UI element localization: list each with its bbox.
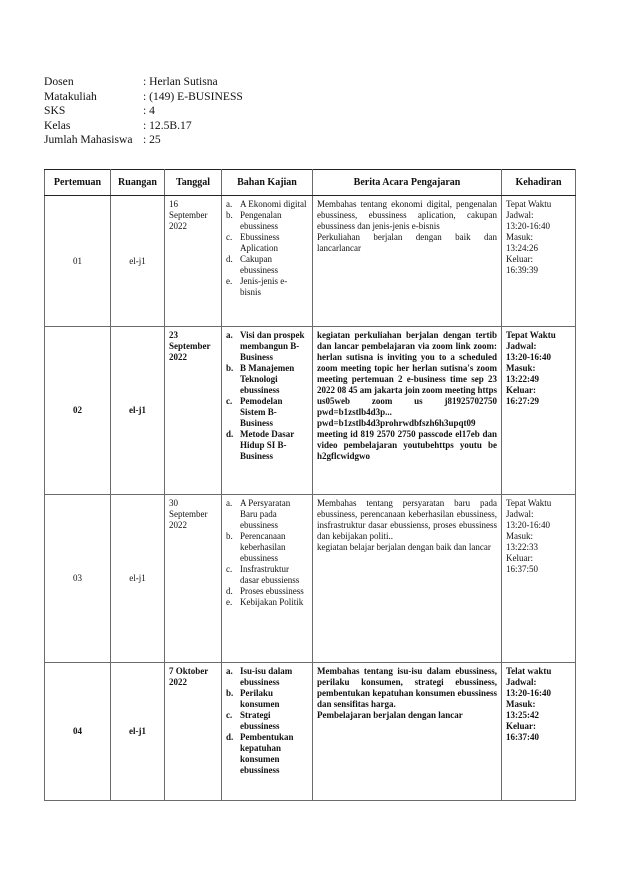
- kehadiran-line: Jadwal:: [506, 509, 534, 519]
- header-kehadiran: Kehadiran: [502, 170, 576, 196]
- bahan-kajian-cell: [222, 663, 313, 801]
- table-row: [45, 663, 576, 801]
- sks-row: [44, 104, 243, 119]
- ruangan-cell: el-j1: [111, 327, 165, 495]
- bahan-item: a. Isu-isu dalam ebussiness: [226, 666, 293, 687]
- header-berita-acara: Berita Acara Pengajaran: [313, 170, 502, 196]
- pertemuan-cell: 04: [45, 663, 111, 801]
- kehadiran-cell: [502, 663, 576, 801]
- bahan-item: d. Cakupan ebussiness: [226, 254, 278, 275]
- bahan-item: c. Ebussiness Aplication: [226, 232, 280, 253]
- tanggal-line: 16: [169, 199, 178, 209]
- berita-paragraph: Pembelajaran berjalan dengan lancar: [317, 710, 463, 720]
- dosen-value: : Herlan Sutisna: [143, 75, 218, 88]
- berita-paragraph: Perkuliahan berjalan dengan baik dan lancarlancar: [317, 232, 497, 253]
- bahan-item: b. Perilaku konsumen: [226, 688, 280, 709]
- kehadiran-line: Keluar:: [506, 721, 536, 731]
- kehadiran-line: Jadwal:: [506, 677, 537, 687]
- kehadiran-line: Masuk:: [506, 699, 536, 709]
- kehadiran-status: Tepat Waktu: [506, 330, 556, 340]
- bahan-item: c. Pemodelan Sistem B-Business: [226, 396, 283, 428]
- bahan-item: b. B Manajemen Teknologi ebussiness: [226, 363, 295, 395]
- matakuliah-value: : (149) E-BUSINESS: [143, 89, 243, 103]
- tanggal-cell: [165, 196, 222, 327]
- bahan-item: d. Pembentukan kepatuhan konsumen ebussiness: [226, 732, 294, 775]
- berita-paragraph: Membahas tentang ekonomi digital, pengenalan ebussiness, ebussiness aplication, cakupan ebussiness dan jenis-jenis e-bisnis: [317, 199, 497, 231]
- tanggal-line: 7 Oktober: [169, 666, 209, 676]
- tanggal-line: September: [169, 509, 208, 519]
- matakuliah-row: [44, 90, 243, 105]
- bahan-item: b. Perencanaan keberhasilan ebussiness: [226, 531, 286, 563]
- kelas-label: Kelas: [44, 118, 71, 132]
- tanggal-line: 23: [169, 330, 178, 340]
- jumlah-label: Jumlah Mahasiswa: [44, 133, 133, 147]
- header-tanggal: Tanggal: [165, 170, 222, 196]
- tanggal-line: 30: [169, 498, 178, 508]
- kehadiran-line: 13:24:26: [506, 243, 539, 253]
- kehadiran-line: Keluar:: [506, 254, 533, 264]
- sks-value: : 4: [143, 104, 155, 118]
- bahan-list: [226, 199, 308, 298]
- kehadiran-line: 13:20-16:40: [506, 520, 550, 530]
- bahan-item: a. Visi dan prospek membangun B-Business: [226, 330, 305, 362]
- kehadiran-line: Keluar:: [506, 385, 536, 395]
- tanggal-line: September: [169, 210, 208, 220]
- bahan-item: e. Kebijakan Politik: [226, 597, 304, 607]
- kehadiran-line: 13:22:49: [506, 374, 539, 384]
- berita-acara-table: [44, 169, 576, 801]
- bahan-item: e. Jenis-jenis e-bisnis: [226, 276, 288, 297]
- kelas-row: [44, 119, 243, 134]
- berita-acara-cell: [313, 495, 502, 663]
- jumlah-value: : 25: [143, 133, 161, 147]
- tanggal-line: 2022: [169, 352, 187, 362]
- kehadiran-line: 16:37:40: [506, 732, 539, 742]
- bahan-list: [226, 498, 308, 608]
- bahan-kajian-cell: [222, 327, 313, 495]
- ruangan-cell: el-j1: [111, 663, 165, 801]
- tanggal-line: 2022: [169, 221, 187, 231]
- header-bahan-kajian: Bahan Kajian: [222, 170, 313, 196]
- kehadiran-line: 13:20-16:40: [506, 688, 551, 698]
- kehadiran-line: 16:37:50: [506, 564, 539, 574]
- pertemuan-cell: 01: [45, 196, 111, 327]
- jumlah-row: [44, 133, 243, 148]
- bahan-item: b. Pengenalan ebussiness: [226, 210, 282, 231]
- header-pertemuan: Pertemuan: [45, 170, 111, 196]
- bahan-list: [226, 330, 308, 462]
- ruangan-cell: el-j1: [111, 196, 165, 327]
- berita-paragraph: Membahas tentang isu-isu dalam ebussiness, perilaku konsumen, strategi ebussiness, pembentukan kepatuhan konsumen ebussiness dan sensifitas harga.: [317, 666, 497, 709]
- berita-acara-cell: [313, 327, 502, 495]
- kehadiran-cell: [502, 495, 576, 663]
- kehadiran-line: 16:39:39: [506, 265, 539, 275]
- berita-acara-cell: [313, 196, 502, 327]
- tanggal-cell: [165, 663, 222, 801]
- kehadiran-status: Telat waktu: [506, 666, 552, 676]
- matakuliah-label: Matakuliah: [44, 89, 97, 103]
- berita-paragraph: kegiatan perkuliahan berjalan dengan tertib dan lancar pembelajaran via zoom link zoom: herlan sutisna is inviting you to a scheduled zoom meeting topic her herlan sutisna's zoom meeting pertemuan 2 e-business time sep 23 2022 08 45 am jakarta join zoom meeting https us05web zoom us j81925702750 pwd=b1zstlb4d3p...: [317, 330, 497, 417]
- header-ruangan: Ruangan: [111, 170, 165, 196]
- tanggal-line: 2022: [169, 520, 187, 530]
- kehadiran-line: Jadwal:: [506, 210, 534, 220]
- kehadiran-line: Masuk:: [506, 363, 536, 373]
- kehadiran-line: 16:27:29: [506, 396, 539, 406]
- bahan-item: c. Insfrastruktur dasar ebussienss: [226, 564, 300, 585]
- kehadiran-cell: [502, 327, 576, 495]
- bahan-item: c. Strategi ebussiness: [226, 710, 280, 731]
- ruangan-cell: el-j1: [111, 495, 165, 663]
- bahan-list: [226, 666, 308, 776]
- kehadiran-line: Masuk:: [506, 531, 533, 541]
- kehadiran-line: 13:20-16:40: [506, 221, 550, 231]
- dosen-label: Dosen: [44, 75, 74, 88]
- table-row: [45, 196, 576, 327]
- bahan-item: a. A Ekonomi digital: [226, 199, 307, 209]
- kehadiran-status: Tepat Waktu: [506, 199, 552, 209]
- kelas-value: : 12.5B.17: [143, 118, 192, 132]
- sks-label: SKS: [44, 104, 66, 118]
- kehadiran-line: 13:25:42: [506, 710, 539, 720]
- table-header-row: [45, 170, 576, 196]
- kehadiran-cell: [502, 196, 576, 327]
- kehadiran-line: 13:22:33: [506, 542, 539, 552]
- kehadiran-line: 13:20-16:40: [506, 352, 551, 362]
- kehadiran-line: Keluar:: [506, 553, 533, 563]
- kehadiran-line: Jadwal:: [506, 341, 537, 351]
- tanggal-cell: [165, 327, 222, 495]
- pertemuan-cell: 03: [45, 495, 111, 663]
- bahan-item: d. Metode Dasar Hidup SI B-Business: [226, 429, 295, 461]
- bahan-item: a. A Persyaratan Baru pada ebussiness: [226, 498, 291, 530]
- berita-paragraph: pwd=b1zstlb4d3prohrwdbfszh6h3upqt09 meeting id 819 2570 2750 passcode el17eb dan video pembelajaran youtubehttps youtu be h2gflcwidgwo: [317, 418, 497, 461]
- tanggal-line: September: [169, 341, 211, 351]
- table-row: [45, 495, 576, 663]
- kehadiran-status: Tepat Waktu: [506, 498, 552, 508]
- dosen-row: [44, 75, 243, 90]
- bahan-kajian-cell: [222, 495, 313, 663]
- course-info: [44, 75, 243, 148]
- berita-paragraph: Membahas tentang persyaratan baru pada ebussiness, perencanaan keberhasilan ebussiness, insfrastruktur dasar ebussienss, proses ebussiness dan kebijakan politi..: [317, 498, 497, 541]
- tanggal-line: 2022: [169, 677, 187, 687]
- pertemuan-cell: 02: [45, 327, 111, 495]
- berita-paragraph: kegiatan belajar berjalan dengan baik dan lancar: [317, 542, 491, 552]
- table-row: [45, 327, 576, 495]
- tanggal-cell: [165, 495, 222, 663]
- kehadiran-line: Masuk:: [506, 232, 533, 242]
- berita-acara-cell: [313, 663, 502, 801]
- bahan-kajian-cell: [222, 196, 313, 327]
- bahan-item: d. Proses ebussiness: [226, 586, 304, 596]
